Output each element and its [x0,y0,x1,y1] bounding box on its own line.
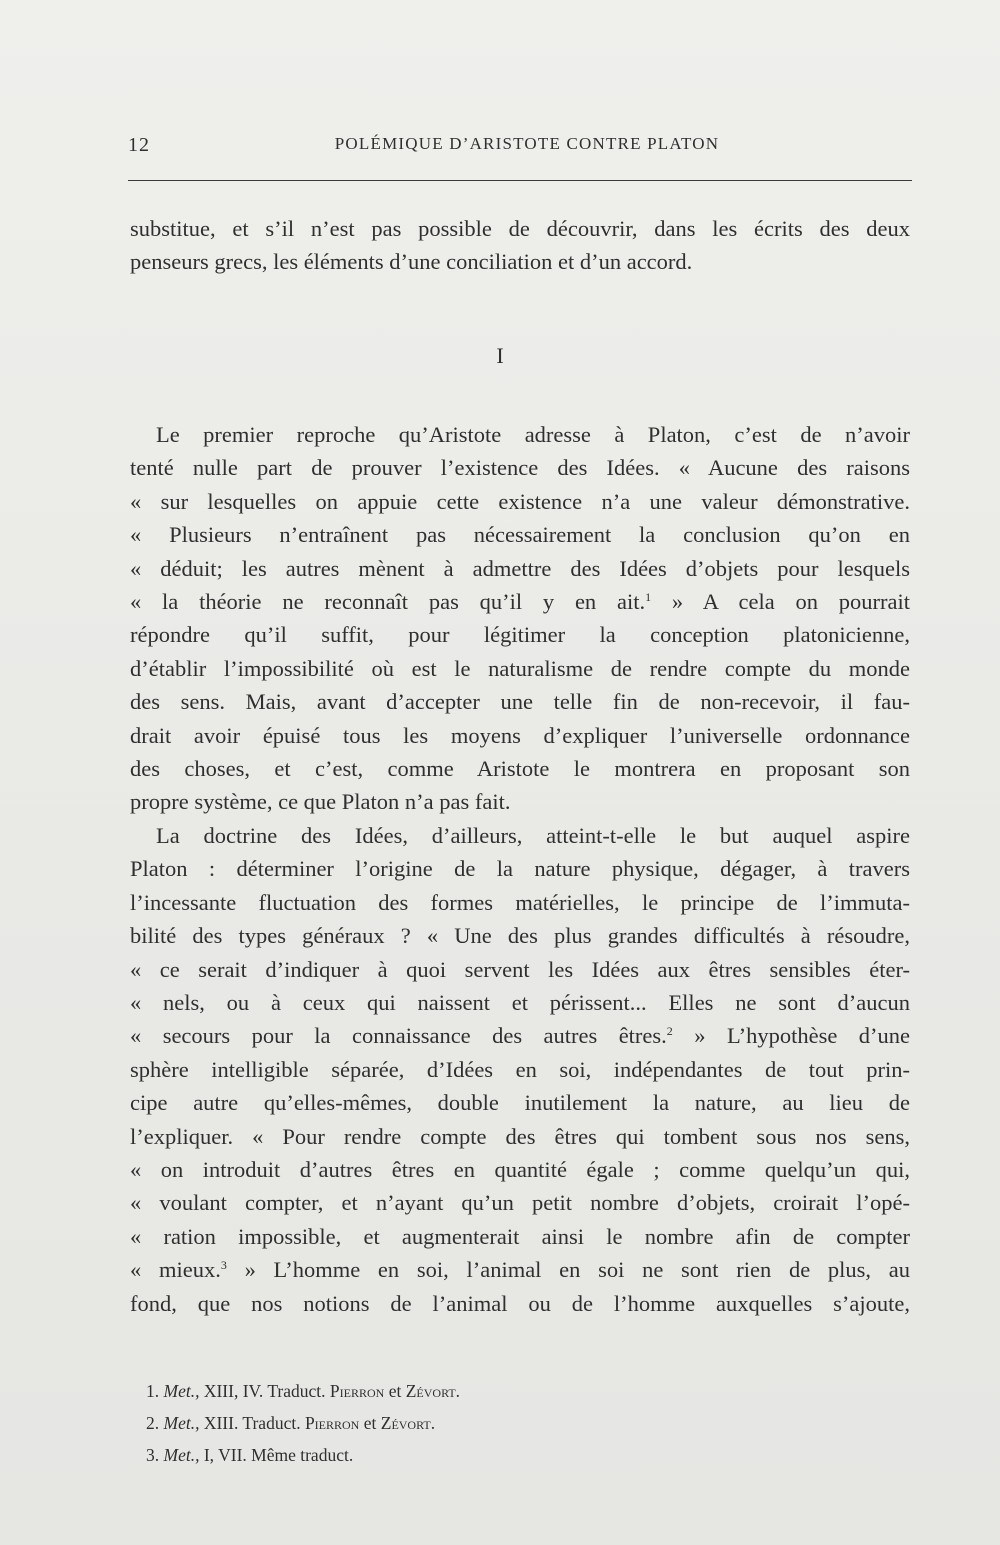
text-line: bilité des types généraux ? « Une des plus grandes difficultés à résoudre, [130,923,910,949]
intro-paragraph [130,212,910,279]
text-line: « ce serait d’indiquer à quoi servent les Idées aux êtres sensibles éter- [130,956,910,982]
page-header [128,134,912,164]
text-line: répondre qu’il suffit, pour légitimer la conception platonicienne, [130,622,910,648]
text-segment: » L’hypothèse d’une [694,1023,911,1049]
footnotes [146,1375,746,1471]
text-line: « sur lesquelles on appuie cette existence n’a une valeur démonstrative. [130,488,910,514]
text-line: penseurs grecs, les éléments d’une conciliation et d’un accord. [130,249,693,275]
footnote-reference: XIII, IV. Traduct. [203,1381,326,1401]
text-line [130,1019,910,1052]
header-rule [128,180,912,181]
text-line: d’établir l’impossibilité où est le naturalisme de rendre compte du monde [130,655,910,681]
text-line: des sens. Mais, avant d’accepter une telle fin de non-recevoir, il fau- [130,689,910,715]
page-number: 12 [128,134,150,156]
text-line: substitue, et s’il n’est pas possible de découvrir, dans les écrits des deux [130,216,910,241]
footnote-conjunction: et [388,1381,402,1401]
footnote-number: 3. [146,1445,160,1465]
text-line: « Plusieurs n’entraînent pas nécessairement la conclusion qu’on en [130,522,910,548]
text-line [130,1253,910,1286]
footnote-work: Met., [163,1381,200,1401]
text-line: Platon : déterminer l’origine de la nature physique, dégager, à travers [130,856,910,882]
text-line: La doctrine des Idées, d’ailleurs, atteint-t-elle le but auquel aspire [156,822,910,848]
footnote-translator: Zévort. [405,1381,461,1401]
text-line: fond, que nos notions de l’animal ou de l’homme auxquelles s’ajoute, [130,1290,910,1316]
text-line: drait avoir épuisé tous les moyens d’expliquer l’universelle ordonnance [130,722,910,748]
text-segment: « mieux. [130,1257,221,1283]
text-line: « déduit; les autres mènent à admettre des Idées d’objets pour lesquels [130,555,910,581]
text-line: des choses, et c’est, comme Aristote le montrera en proposant son [130,756,910,782]
text-line: Le premier reproche qu’Aristote adresse à Platon, c’est de n’avoir [156,422,910,447]
text-segment: » A cela on pourrait [671,589,910,615]
footnote-work: Met., [163,1413,200,1433]
text-line: l’incessante fluctuation des formes matérielles, le principe de l’immuta- [130,889,910,915]
text-line: « voulant compter, et n’ayant qu’un petit nombre d’objets, croirait l’opé- [130,1190,910,1216]
text-segment: « la théorie ne reconnaît pas qu’il y en ait. [130,589,646,615]
footnote [146,1407,746,1439]
footnote-number: 2. [146,1413,160,1433]
footnote-reference: XIII. Traduct. [203,1413,301,1433]
footnote-translator: Pierron [329,1381,385,1401]
text-segment: » L’homme en soi, l’animal en soi ne sont rien de plus, au [244,1257,910,1283]
text-line: « on introduit d’autres êtres en quantité égale ; comme quelqu’un qui, [130,1156,910,1182]
footnote-ref: 2 [666,1024,673,1039]
running-title: POLÉMIQUE D’ARISTOTE CONTRE PLATON [334,134,720,153]
text-line: tenté nulle part de prouver l’existence des Idées. « Aucune des raisons [130,455,910,481]
footnote-ref: 1 [645,590,652,605]
footnote-work: Met., [163,1445,200,1465]
footnote [146,1439,746,1471]
footnote [146,1375,746,1407]
text-line: « nels, ou à ceux qui naissent et périssent... Elles ne sont d’aucun [130,989,910,1015]
footnote-ref: 3 [220,1258,227,1273]
body-text [130,418,910,1320]
text-line: propre système, ce que Platon n’a pas fait. [130,789,511,815]
footnote-conjunction: et [363,1413,377,1433]
text-line: cipe autre qu’elles-mêmes, double inutilement la nature, au lieu de [130,1090,910,1116]
footnote-reference: I, VII. Même traduct. [203,1445,354,1465]
text-line [130,585,910,618]
section-heading: I [496,343,504,368]
footnote-number: 1. [146,1381,160,1401]
text-segment: « secours pour la connaissance des autres êtres. [130,1023,667,1049]
footnote-translator: Zévort. [380,1413,436,1433]
text-line: « ration impossible, et augmenterait ainsi le nombre afin de compter [130,1223,910,1249]
text-line: sphère intelligible séparée, d’Idées en soi, indépendantes de tout prin- [130,1056,910,1082]
footnote-translator: Pierron [304,1413,360,1433]
text-line: l’expliquer. « Pour rendre compte des êtres qui tombent sous nos sens, [130,1123,910,1149]
